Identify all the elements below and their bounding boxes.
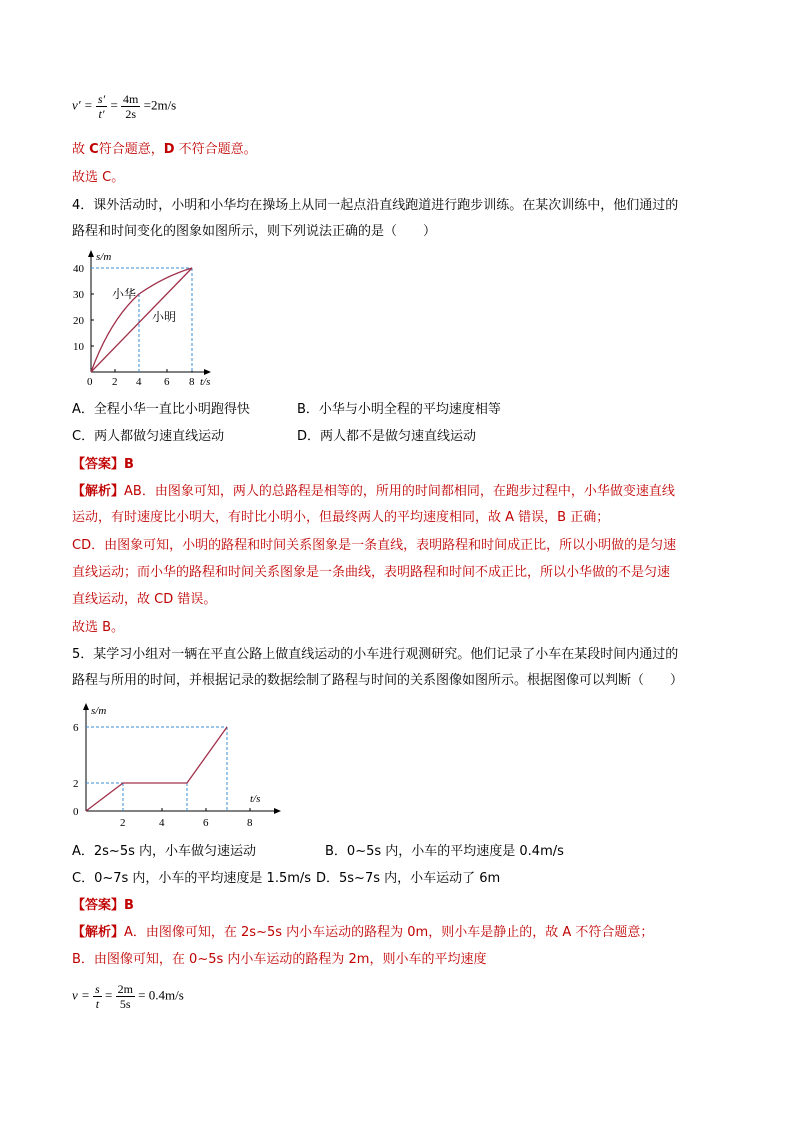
q4-label-xiaohua: 小华	[112, 287, 137, 301]
q5-analysis-line2: B．由图像可知，在 0~5s 内小车运动的路程为 2m，则小车的平均速度	[72, 952, 487, 967]
q4-y-tick-40: 40	[73, 263, 84, 275]
fraction-numerator: s	[95, 982, 100, 996]
q5-analysis-line1	[72, 923, 653, 943]
q4-y-label: s/m	[96, 251, 112, 263]
q5-guides	[86, 727, 227, 811]
formula-lhs: v =	[72, 987, 90, 1003]
fraction-denominator: t	[95, 997, 100, 1011]
q4-analysis-line2: 运动，有时速度比小明大，有时比小明小，但最终两人的平均速度相同，故 A 错误，B 正确；	[72, 510, 610, 525]
analysis-text: AB．由图象可知，两人的总路程是相等的，所用的时间都相同，在跑步过程中，小华做变速直线	[124, 484, 675, 499]
fraction-denominator: 2s	[125, 107, 137, 121]
q4-x-arrow	[204, 369, 211, 375]
q5-x-tick-2: 2	[120, 817, 126, 829]
analysis-tag: 【解析】	[72, 925, 125, 940]
q4-stem-line2: 路程和时间变化的图象如图所示，则下列说法正确的是（ ）	[72, 224, 437, 239]
q4-x-tick-2: 2	[112, 376, 118, 388]
q4-stem-line1: 4．课外活动时，小明和小华均在操场上从同一起点沿直线跑道进行跑步训练。在某次训练中，他们通过的	[72, 198, 679, 213]
formula-lhs: v′ =	[72, 97, 93, 113]
q5-graph	[70, 700, 290, 830]
q5-x-tick-8: 8	[247, 817, 253, 829]
q4-x-tick-0: 0	[87, 376, 93, 388]
q5-option-b: B．0~5s 内，小车的平均速度是 0.4m/s	[325, 844, 564, 859]
option-letter: C	[89, 142, 99, 157]
fraction-numerator: 4m	[123, 92, 139, 106]
q5-y-label: s/m	[91, 705, 107, 717]
q5-option-a: A．2s~5s 内，小车做匀速运动	[72, 844, 257, 859]
q5-path-line	[86, 727, 227, 811]
q4-choose: 故选 B。	[72, 620, 125, 635]
q4-option-d: D．两人都不是做匀速直线运动	[297, 429, 477, 444]
q4-option-b: B．小华与小明全程的平均速度相等	[297, 402, 501, 417]
q5-option-d: D．5s~7s 内，小车运动了 6m	[316, 871, 501, 886]
text-part: 故	[72, 142, 90, 157]
q4-analysis-line5: 直线运动，故 CD 错误。	[72, 592, 217, 607]
q5-x-tick-6: 6	[203, 817, 209, 829]
q4-line-xiaoming	[91, 268, 192, 372]
q4-x-tick-8: 8	[189, 376, 195, 388]
formula-result: = 0.4m/s	[138, 987, 184, 1003]
q4-graph	[70, 248, 220, 388]
q4-x-label: t/s	[200, 376, 211, 388]
q5-stem-line1: 5．某学习小组对一辆在平直公路上做直线运动的小车进行观测研究。他们记录了小车在某段时间内通过的	[72, 647, 679, 662]
fraction-denominator: 5s	[119, 997, 131, 1011]
q5-ticks	[86, 727, 250, 811]
q4-y-tick-30: 30	[73, 289, 84, 301]
q5-y-tick-2: 2	[73, 778, 79, 790]
text-part: 不符合题意。	[174, 142, 257, 157]
q5-option-c: C．0~7s 内，小车的平均速度是 1.5m/s	[72, 871, 312, 886]
q5-stem-line2: 路程与所用的时间，并根据记录的数据绘制了路程与时间的关系图像如图所示。根据图像可以判断（ ）	[72, 673, 684, 688]
formula-velocity-prime	[72, 92, 176, 121]
q5-x-arrow	[274, 808, 281, 814]
q5-y-arrow	[83, 703, 89, 710]
fraction-numerator: s′	[97, 92, 106, 106]
q5-x-label: t/s	[250, 793, 261, 805]
equals-sign: =	[110, 97, 118, 113]
fraction-s-over-t	[96, 92, 107, 121]
q4-label-xiaoming: 小明	[152, 310, 177, 324]
analysis-tag: 【解析】	[72, 484, 125, 499]
q5-y-tick-0: 0	[73, 806, 79, 818]
q4-y-tick-20: 20	[73, 315, 84, 327]
fraction-s-over-t	[93, 982, 102, 1011]
text-part: 符合题意，	[98, 142, 164, 157]
q4-analysis-line4: 直线运动；而小华的路程和时间关系图象是一条曲线，表明路程和时间不成正比，所以小华做的不是匀速	[72, 565, 671, 580]
option-letter: D	[163, 142, 175, 157]
conclusion-line	[72, 140, 257, 160]
formula-average-velocity	[72, 982, 184, 1011]
analysis-text: A．由图像可知，在 2s~5s 内小车运动的路程为 0m，则小车是静止的，故 A 不符合题意；	[124, 925, 654, 940]
fraction-numerator: 2m	[117, 982, 133, 996]
q4-analysis-line3: CD．由图象可知，小明的路程和时间关系图象是一条直线，表明路程和时间成正比，所以小明做的是匀速	[72, 538, 677, 553]
q5-y-tick-6: 6	[73, 722, 79, 734]
q4-x-tick-4: 4	[136, 376, 142, 388]
q4-option-c: C．两人都做匀速直线运动	[72, 429, 225, 444]
choose-line: 故选 C。	[72, 170, 125, 185]
q5-x-tick-4: 4	[159, 817, 165, 829]
q4-y-arrow	[88, 250, 94, 257]
fraction-denominator: t′	[98, 107, 105, 121]
formula-result: =2m/s	[143, 97, 177, 113]
q4-option-a: A．全程小华一直比小明跑得快	[72, 402, 250, 417]
equals-sign: =	[104, 987, 113, 1003]
fraction-4m-over-2s	[121, 92, 140, 121]
q4-x-tick-6: 6	[164, 376, 170, 388]
q4-answer: 【答案】B	[72, 457, 134, 472]
q4-y-tick-10: 10	[73, 341, 84, 353]
q4-analysis-line1	[72, 482, 675, 502]
q5-answer: 【答案】B	[72, 898, 134, 913]
fraction-2m-over-5s	[116, 982, 135, 1011]
